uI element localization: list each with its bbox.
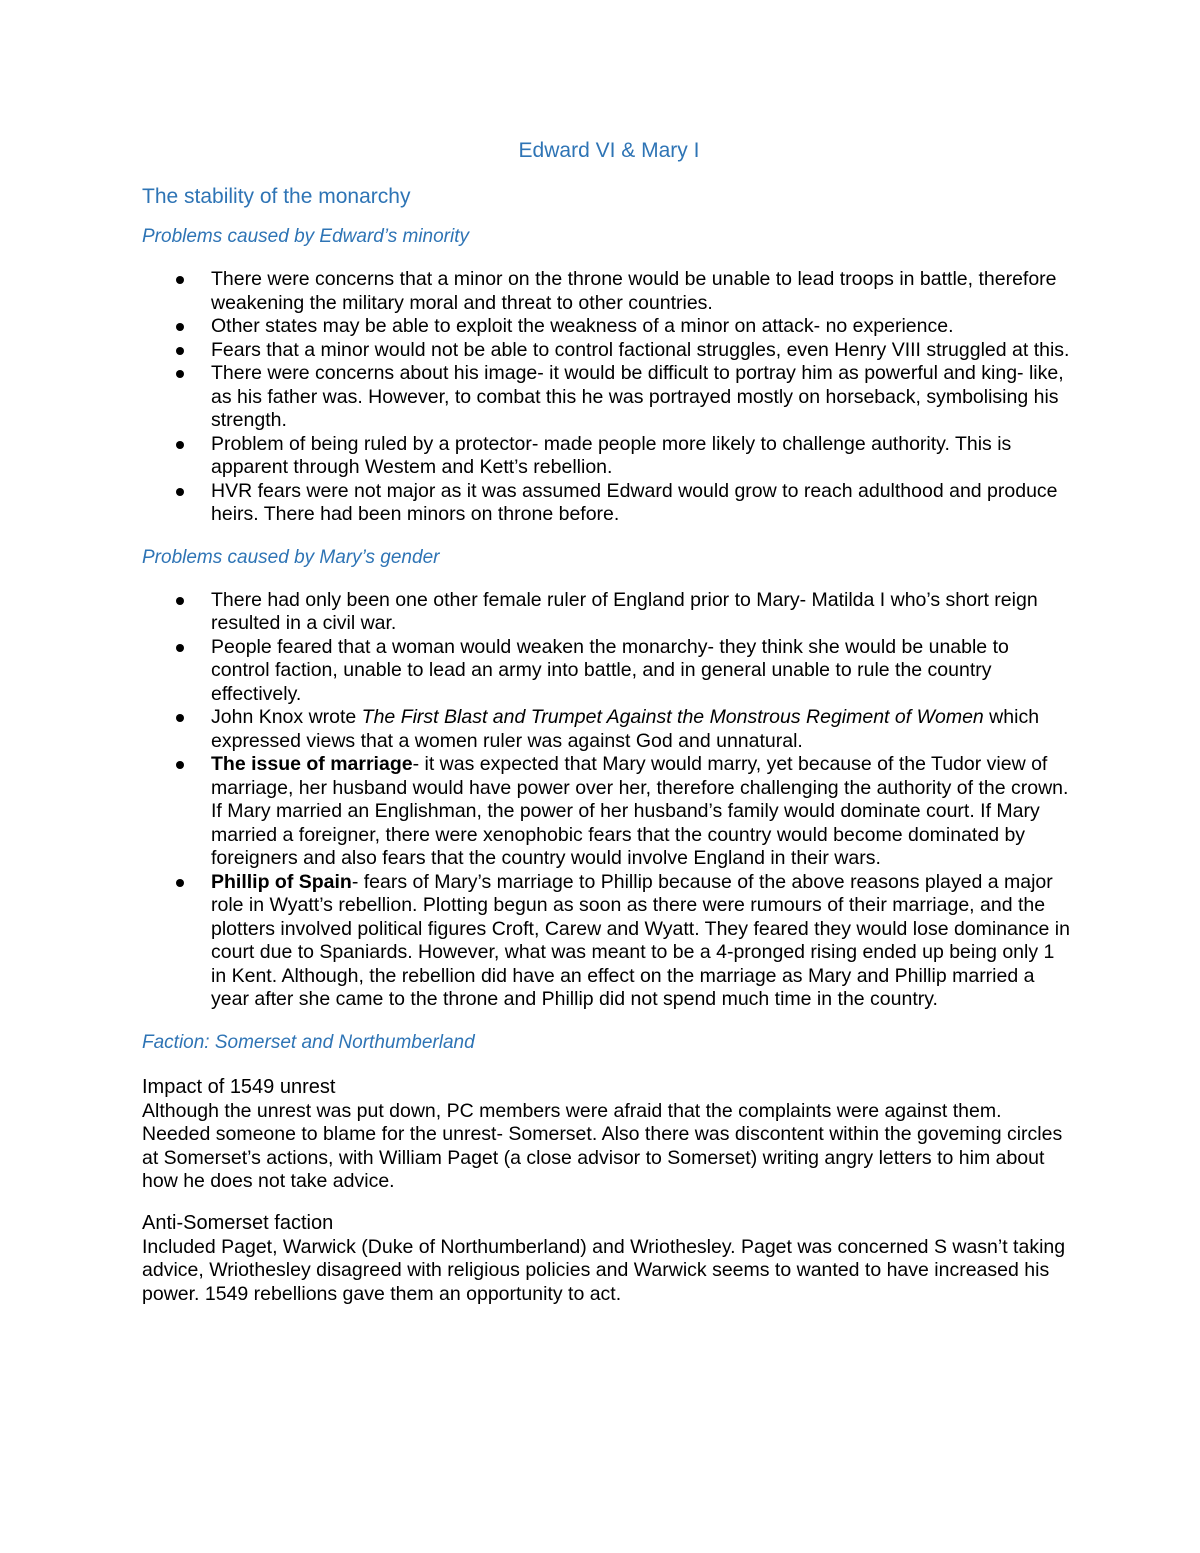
list-item-lead: Phillip of Spain [211, 870, 352, 893]
bullet-icon [176, 761, 184, 769]
heading-impact-1549: Impact of 1549 unrest [142, 1075, 336, 1098]
list-item-text: People feared that a woman would weaken the monarchy- they think she would be unable to control faction, unable to lead an army into battle, and in general unable to rule the country effectively. [211, 635, 1009, 705]
list-item [142, 871, 1072, 1012]
bullet-icon [176, 644, 184, 652]
list-item [142, 753, 1072, 871]
list-item [142, 589, 1072, 636]
minority-bullet-list [142, 268, 1072, 527]
list-item-text: There had only been one other female ruler of England prior to Mary- Matilda I who’s short reign resulted in a civil war. [211, 588, 1038, 634]
subheading-mary-gender: Problems caused by Mary’s gender [142, 546, 440, 568]
subheading-edward-minority: Problems caused by Edward’s minority [142, 226, 470, 247]
list-item-text-end: which expressed views that a women ruler was against God and unnatural. [211, 706, 1040, 752]
bullet-icon [176, 323, 184, 331]
bullet-icon [176, 441, 184, 449]
heading-anti-somerset: Anti-Somerset faction [142, 1211, 334, 1234]
list-item-text: Problem of being ruled by a protector- made people more likely to challenge authority. This is apparent through Westem and Kett’s rebellion. [211, 432, 1012, 478]
list-item [142, 433, 1072, 480]
list-item-text: - fears of Mary’s marriage to Phillip because of the above reasons played a major role in Wyatt’s rebellion. Plotting begun as soon as there were rumours of their marriage, and the plotters involved political figures Croft, Carew and Wyatt. They feared they would lose dominance in court due to Spaniards. However, what was meant to be a 4-pronged rising ended up being only 1 in Kent. Although, the rebellion did have an effect on the marriage as Mary and Phillip married a year after she came to the throne and Phillip did not spend much time in the country. [211, 870, 1070, 1010]
bullet-icon [176, 276, 184, 284]
list-item-text: HVR fears were not major as it was assumed Edward would grow to reach adulthood and produce heirs. There had been minors on throne before. [211, 479, 1058, 525]
document-page [142, 136, 1072, 1322]
list-item [142, 339, 1072, 363]
bullet-icon [176, 488, 184, 496]
list-item [142, 268, 1072, 315]
document-title: Edward VI & Mary I [518, 139, 700, 162]
list-item [142, 480, 1072, 527]
list-item [142, 706, 1072, 753]
list-item-text: There were concerns about his image- it would be difficult to portray him as powerful and king- like, as his father was. However, to combat this he was portrayed mostly on horseback, symbolising his strength. [211, 362, 1064, 431]
list-item-text: There were concerns that a minor on the throne would be unable to lead troops in battle, therefore weakening the military moral and threat to other countries. [211, 268, 1057, 314]
list-item [142, 636, 1072, 707]
list-item-text-start: John Knox wrote [211, 706, 362, 728]
list-item-text: Other states may be able to exploit the weakness of a minor on attack- no experience. [211, 315, 954, 337]
subheading-faction: Faction: Somerset and Northumberland [142, 1031, 475, 1053]
section-heading-stability: The stability of the monarchy [142, 185, 411, 208]
list-item-text: - it was expected that Mary would marry, yet because of the Tudor view of marriage, her husband would have power over her, therefore challenging the authority of the crown. If Mary married an Englishman, the power of her husband’s family would dominate court. If Mary married a foreigner, there were xenophobic fears that the country would become dominated by foreigners and also fears that the country would involve England in their wars. [211, 753, 1069, 869]
paragraph-anti-somerset: Included Paget, Warwick (Duke of Northumberland) and Wriothesley. Paget was concerned S wasn’t taking advice, Wriothesley disagreed with religious policies and Warwick seems to wanted to have increased his power. 1549 rebellions gave them an opportunity to act. [142, 1235, 1066, 1305]
bullet-icon [176, 347, 184, 355]
gender-bullet-list [142, 589, 1072, 1012]
bullet-icon [176, 879, 184, 887]
list-item [142, 315, 1072, 339]
bullet-icon [176, 714, 184, 722]
paragraph-impact-1549: Although the unrest was put down, PC members were afraid that the complaints were against them. Needed someone to blame for the unrest- Somerset. Also there was discontent within the goveming circles at Somerset’s actions, with William Paget (a close advisor to Somerset) writing angry letters to him about how he does not take advice. [142, 1099, 1063, 1192]
list-item-lead: The issue of marriage [211, 753, 413, 775]
bullet-icon [176, 370, 184, 378]
book-title: The First Blast and Trumpet Against the Monstrous Regiment of Women [361, 706, 984, 728]
list-item [142, 362, 1072, 433]
bullet-icon [176, 597, 184, 605]
list-item-text: Fears that a minor would not be able to control factional struggles, even Henry VIII struggled at this. [211, 338, 1070, 361]
